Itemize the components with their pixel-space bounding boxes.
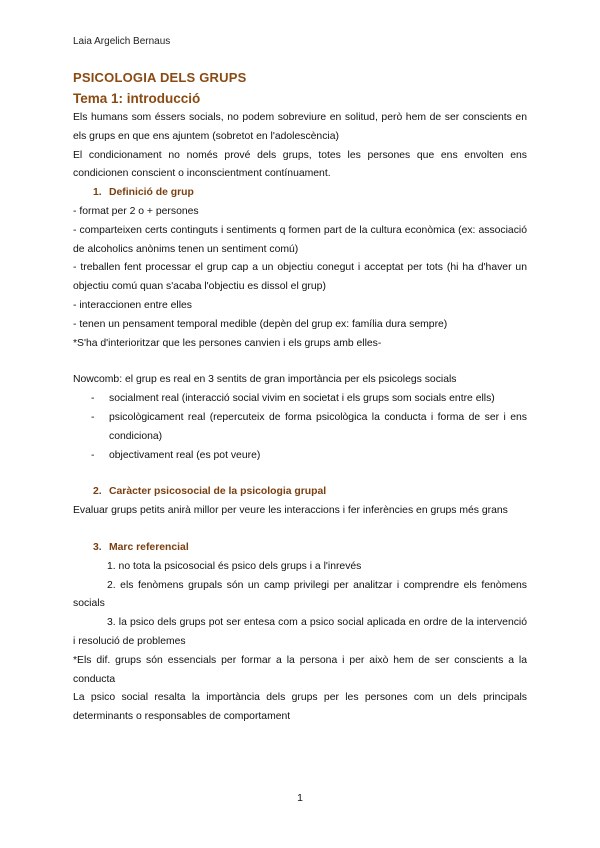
definition-line: - interaccionen entre elles <box>73 299 192 311</box>
section-title: Marc referencial <box>109 541 189 553</box>
list-item <box>73 390 527 409</box>
dash-marker: - <box>91 411 95 423</box>
list-item <box>73 409 527 447</box>
document-body <box>73 70 527 727</box>
list-item-text: objectivament real (es pot veure) <box>109 449 261 461</box>
topic-subtitle: Tema 1: introducció <box>73 91 201 106</box>
author-header: Laia Argelich Bernaus <box>73 36 171 47</box>
intro-paragraph: El condicionament no només prové dels grups, totes les persones que ens envolten ens condicionen conscient o inconscientment contínuament. <box>73 149 527 180</box>
section-title: Definició de grup <box>109 187 194 199</box>
list-item-text: psicològicament real (repercuteix de forma psicològica la conducta i forma de ser i ens condiciona) <box>109 411 527 442</box>
dash-marker: - <box>91 393 95 405</box>
definition-line: - comparteixen certs continguts i sentiments q formen part de la cultura econòmica (ex: associació de alcoholics anònims tenen un sentiment comú) <box>73 224 527 255</box>
numbered-item: 2. els fenòmens grupals són un camp privilegi per analitzar i comprendre els fenòmens socials <box>73 579 527 610</box>
numbered-item: 3. la psico dels grups pot ser entesa com a psico social aplicada en ordre de la intervenció i resolució de problemes <box>73 617 527 647</box>
intro-paragraph: Els humans som éssers socials, no podem sobreviure en solitud, però hem de ser conscients en els grups en que ens ajuntem (sobretot en l'adolescència) <box>73 112 527 142</box>
list-item-text: socialment real (interacció social vivim en societat i els grups som socials entre ells) <box>109 393 495 405</box>
closing-paragraph: La psico social resalta la importància dels grups per les persones com un dels principals determinants o responsables de comportament <box>73 692 527 723</box>
numbered-item: 1. no tota la psicosocial és psico dels grups i a l'inrevés <box>107 560 362 572</box>
page-number: 1 <box>297 793 303 804</box>
section-note: *Els dif. grups són essencials per formar a la persona i per això hem de ser conscients a la conducta <box>73 654 527 685</box>
section-number: 1. <box>93 187 102 199</box>
section-number: 2. <box>93 486 102 498</box>
nowcomb-list <box>73 390 527 465</box>
definition-line: - treballen fent processar el grup cap a un objectiu conegut i acceptat per tots (hi ha d'haver un objectiu comú quan s'acaba l'objectiu es dissol el grup) <box>73 262 527 293</box>
section-heading-3 <box>73 539 527 558</box>
dash-marker: - <box>91 449 95 461</box>
definition-line: - format per 2 o + persones <box>73 205 199 217</box>
section-paragraph: Evaluar grups petits anirà millor per veure les interaccions i fer inferències en grups més grans <box>73 505 508 517</box>
definition-note: *S'ha d'interioritzar que les persones canvien i els grups amb elles- <box>73 337 382 349</box>
nowcomb-paragraph: Nowcomb: el grup es real en 3 sentits de gran importància per els psicolegs socials <box>73 374 457 386</box>
list-item <box>73 447 527 466</box>
section-title: Caràcter psicosocial de la psicologia grupal <box>109 486 327 498</box>
definition-line: - tenen un pensament temporal medible (depèn del grup ex: família dura sempre) <box>73 318 448 330</box>
section-number: 3. <box>93 541 102 553</box>
section-heading-2 <box>73 483 527 502</box>
document-title: PSICOLOGIA DELS GRUPS <box>73 70 247 85</box>
section-heading-1 <box>73 184 527 203</box>
